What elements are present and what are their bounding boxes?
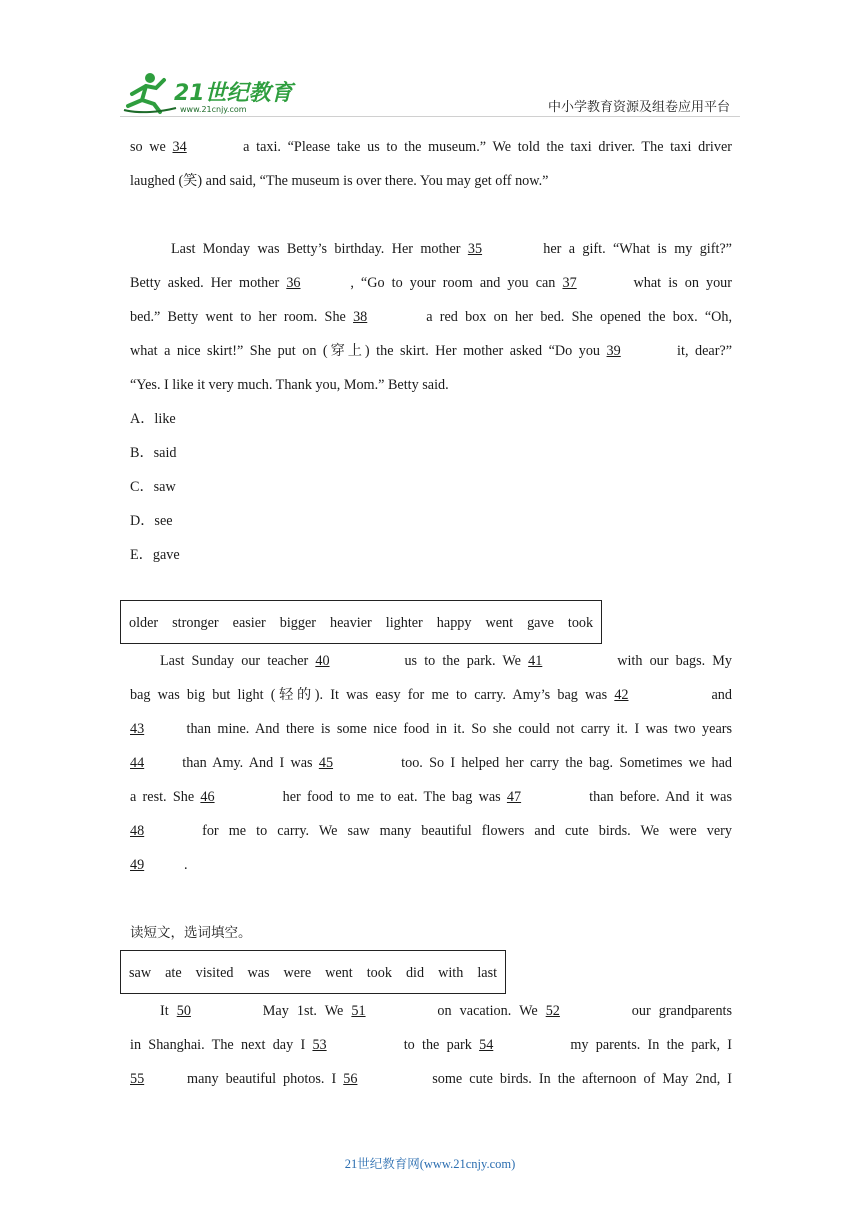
p3-line-3: 43 than mine. And there is some nice food in it. So she could not carry it. I was two years [130,712,732,746]
logo-url: www.21cnjy.com [180,105,247,114]
p1-line-2: laughed (笑) and said, “The museum is over there. You may get off now.” [130,173,549,189]
word-bank-item: was [247,965,270,981]
blank-39: 39 [606,343,621,359]
blank-51: 51 [351,1003,366,1019]
blank-43: 43 [130,721,145,737]
p2-line-1: Last Monday was Betty’s birthday. Her mother 35 her a gift. “What is my gift?” [130,232,732,266]
p4-line-3: 55 many beautiful photos. I 56 some cute birds. In the afternoon of May 2nd, I [130,1062,732,1096]
p1-line-1: so we 34 a taxi. “Please take us to the museum.” We told the taxi driver. The taxi driver [130,130,732,164]
p3-line-5: a rest. She 46 her food to me to eat. The bag was 47 than before. And it was [130,780,732,814]
instruction-text: 读短文，选词填空。 [130,925,252,941]
word-bank-item: lighter [385,615,423,631]
p3-line-4: 44 than Amy. And I was 45 too. So I helped her carry the bag. Sometimes we had [130,746,732,780]
word-bank-item: older [129,615,159,631]
blank-44: 44 [130,755,145,771]
blank-48: 48 [130,823,145,839]
word-bank-item: did [405,965,425,981]
header-divider [120,116,740,117]
p2-line-3: bed.” Betty went to her room. She 38 a red box on her bed. She opened the box. “Oh, [130,300,732,334]
blank-37: 37 [562,275,577,291]
p3-line-6: 48 for me to carry. We saw many beautiful flowers and cute birds. We were very [130,814,732,848]
word-bank-item: with [438,965,464,981]
word-bank-item: bigger [279,615,316,631]
p2-line-5: “Yes. I like it very much. Thank you, Mom.” Betty said. [130,377,449,393]
word-bank-item: easier [232,615,266,631]
p3-line-1: Last Sunday our teacher 40 us to the park. We 41 with our bags. My [130,644,732,678]
blank-54: 54 [479,1037,494,1053]
blank-56: 56 [343,1071,358,1087]
word-bank-item: went [325,965,353,981]
option-a: A．like [130,411,176,427]
word-bank-2 [120,950,506,994]
word-bank-item: happy [436,615,472,631]
option-e: E．gave [130,547,180,563]
blank-36: 36 [286,275,301,291]
word-bank-item: last [477,965,498,981]
blank-45: 45 [318,755,334,771]
page-footer: 21世纪教育网(www.21cnjy.com) [344,1157,516,1171]
word-bank-item: heavier [330,615,372,631]
site-logo [120,68,300,116]
word-bank-item: took [567,615,594,631]
word-bank-1 [120,600,602,644]
p4-line-1: It 50 May 1st. We 51 on vacation. We 52 our grandparents [130,994,732,1028]
blank-50: 50 [176,1003,191,1019]
blank-47: 47 [506,789,522,805]
p3-line-7: 49 . [130,848,732,882]
word-bank-item: visited [195,965,234,981]
option-b: B．said [130,445,177,461]
blank-55: 55 [130,1071,145,1087]
blank-49: 49 [130,857,145,873]
logo-text: 21世纪教育 [174,81,293,106]
blank-40: 40 [315,653,330,669]
word-bank-item: saw [129,965,152,981]
blank-41: 41 [528,653,543,669]
blank-35: 35 [467,241,483,257]
p3-line-2: bag was big but light (轻的). It was easy for me to carry. Amy’s bag was 42 and [130,678,732,712]
word-bank-item: ate [165,965,182,981]
worksheet-body [130,130,732,1096]
p2-line-2: Betty asked. Her mother 36 , “Go to your room and you can 37 what is on your [130,266,732,300]
word-bank-item: gave [527,615,554,631]
blank-53: 53 [312,1037,327,1053]
blank-34: 34 [172,139,187,155]
p4-line-2: in Shanghai. The next day I 53 to the park 54 my parents. In the park, I [130,1028,732,1062]
word-bank-item: were [283,965,312,981]
blank-38: 38 [353,309,368,325]
header-title: 中小学教育资源及组卷应用平台 [547,100,730,115]
word-bank-item: stronger [172,615,219,631]
word-bank-item: took [366,965,392,981]
p2-line-4: what a nice skirt!” She put on (穿上) the skirt. Her mother asked “Do you 39 it, dear?” [130,334,732,368]
blank-46: 46 [200,789,215,805]
option-d: D．see [130,513,173,529]
blank-42: 42 [614,687,629,703]
option-c: C．saw [130,479,176,495]
word-bank-item: went [485,615,514,631]
blank-52: 52 [545,1003,560,1019]
